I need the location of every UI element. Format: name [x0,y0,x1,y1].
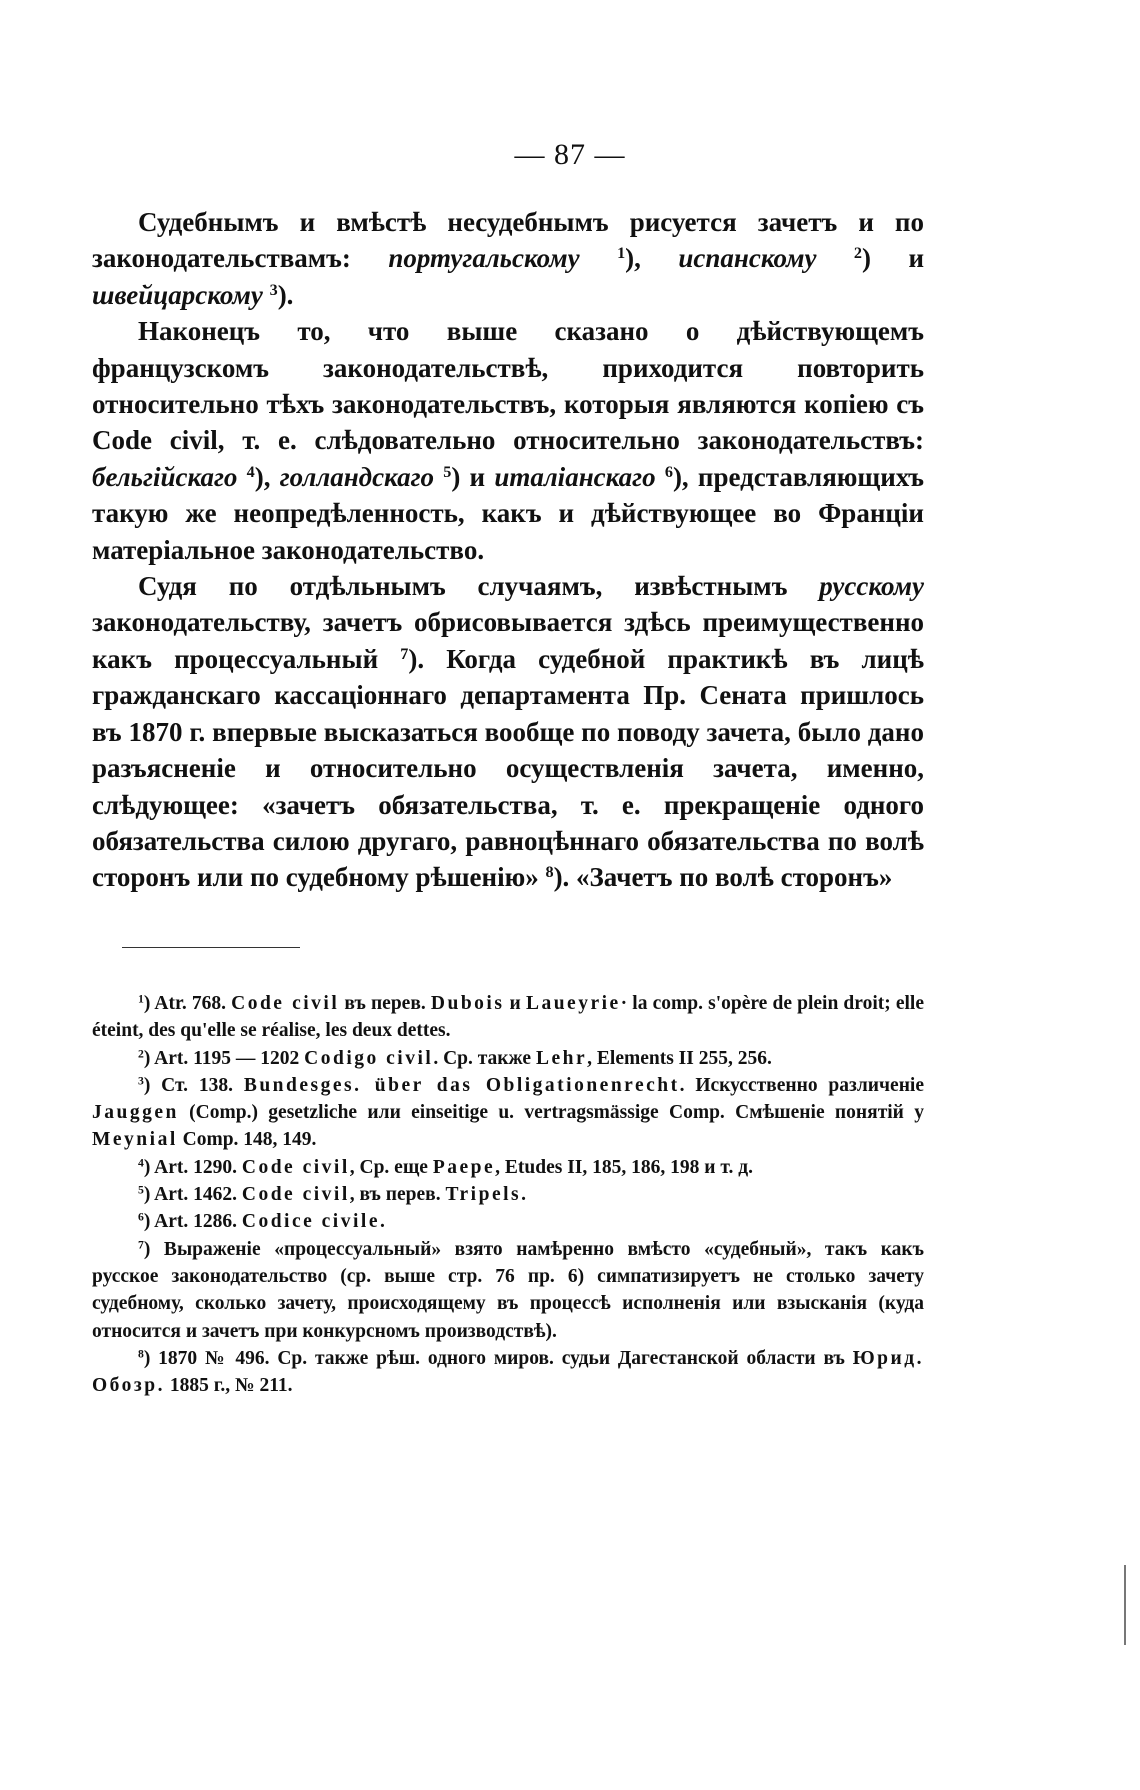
footnote-7 [92,1236,924,1345]
text-run: ) Art. 1195 — 1202 [143,1047,305,1069]
footnote-ref: 6 [664,462,673,481]
text-run: Наконецъ то, что выше сказано о дѣйствующемъ французскомъ законодательствѣ, приходится повторить относительно тѣхъ законодательствъ, которыя являются копiею съ Code civil, т. е. слѣдовательно относительно законодательствъ: [92,316,924,456]
text-run: , Ср. еще [349,1156,433,1178]
italic-term: швейцарскому [92,279,263,310]
text-run: , въ перев. [349,1184,446,1206]
italic-term: бельгiйскаго [92,461,238,492]
footnote-ref: 4 [246,462,255,481]
text-run: ). «Зачетъ по волѣ сторонъ» [553,862,893,893]
footnote-marker: 4 [138,1156,144,1170]
italic-term: русскому [819,571,924,602]
spaced-term: Lehr [535,1047,588,1069]
spaced-term: Code civil [231,993,340,1014]
spaced-term: Laueyrie [525,993,621,1014]
spaced-term: Code civil [241,1184,350,1206]
text-run: . Искусственно различенiе [679,1074,924,1096]
footnote-marker: 5 [138,1183,144,1197]
text-run: (Comp.) gesetzliche или einseitige u. vertragsmässige Comp. Смѣшенiе понятiй у [178,1102,924,1124]
spaced-term: Paepe [432,1156,496,1178]
italic-term: испанскому [678,243,817,274]
text-run: , Elements II 255, 256. [587,1047,772,1069]
paragraph-3 [92,568,924,896]
text-run: въ перев. [339,993,431,1014]
text-run: ), представляющихъ такую же неопредѣленность, какъ и дѣйствующее во Францiи матерiальное законодательство. [92,461,924,565]
text-run: . [521,1184,526,1206]
footnote-2 [92,1045,924,1072]
footnote-marker: 3 [138,1074,144,1088]
text-run: ), [254,461,280,492]
text-run: Comp. 148, 149. [177,1129,317,1151]
spaced-term: Dubois [430,993,505,1014]
text-run: ) Ст. 138. [143,1074,244,1096]
spaced-term: Tripels [445,1184,522,1206]
text-run: , Etudes II, 185, 186, 198 и т. д. [495,1156,753,1178]
footnote-marker: 8 [138,1347,144,1361]
footnote-ref: 3 [269,280,278,299]
italic-term: италiанскаго [494,461,656,492]
footnote-8 [92,1345,924,1400]
footnotes [92,990,924,1399]
text-run: . [379,1211,385,1233]
text-run: ). Когда судебной практикѣ въ лицѣ гражданскаго кассацiоннаго департамента Пр. Сената пришлось въ 1870 г. впервые высказаться вообще по поводу зачета, было дано разъясненiе и относительно осуществленiя зачета, именно, слѣдующее: «зачетъ обязательства, т. е. прекращенiе одного обязательства силою другаго, равноцѣннаго обязательства по волѣ сторонъ или по судебному рѣшенiю» [92,643,924,893]
footnote-6 [92,1208,924,1235]
text-run: законодательству, зачетъ обрисовывается здѣсь преимущественно какъ процессуальный [92,607,924,674]
text-run: ) Art. 1286. [143,1211,242,1233]
text-run: ) и [451,461,495,492]
spaced-term: Jauggen [92,1102,179,1124]
spaced-term: Meynial [92,1129,178,1151]
italic-term: голландскаго [279,461,435,492]
text-run: ) Выраженiе «процессуальный» взято намѣренно вмѣсто «судебный», такъ какъ русское законодательство (ср. выше стр. 76 пр. 6) симпатизируетъ не столько зачету судебному, сколько зачету, происходящему въ процессѣ исполненiя или взысканiя (куда относится и зачетъ при конкурсномъ производствѣ). [92,1238,924,1342]
footnote-ref: 1 [617,244,626,263]
text-run: ) Atr. 768. [143,993,232,1014]
text-run: ). [277,279,294,310]
footnote-4 [92,1154,924,1181]
italic-term: португальскому [388,243,580,274]
spaced-term: Юрид. Обозр. [92,1347,924,1397]
spaced-term: Codice civile [241,1211,380,1233]
text-run: . Ср. также [433,1047,536,1069]
footnote-ref: 5 [443,462,452,481]
text-run: ) Art. 1290. [143,1156,242,1178]
footnote-divider [122,947,300,948]
text-run: · la comp. s'opère de plein droit; elle éteint, des qu'elle se réalise, les deux dettes. [92,993,925,1042]
text-run: и [504,993,526,1014]
text-run: Судебнымъ и вмѣстѣ несудебнымъ рисуется зачетъ и по законодательствамъ: [92,207,924,274]
spaced-term: Codigo civil [304,1047,434,1069]
footnote-marker: 6 [138,1210,144,1224]
footnote-3 [92,1072,924,1154]
paragraph-1 [92,204,924,313]
page-number: — 87 — [514,138,626,171]
footnote-5 [92,1181,924,1208]
footnote-1 [92,990,924,1045]
text-run: Судя по отдѣльнымъ случаямъ, извѣстнымъ [138,571,820,602]
footnote-ref: 7 [400,644,409,663]
footnote-ref: 2 [853,244,863,263]
scan-edge-mark [1124,1565,1126,1645]
spaced-term: Bundesges. über das Obligationenrecht [243,1074,680,1096]
footnote-marker: 1 [138,992,144,1006]
paragraph-2 [92,313,924,568]
text-run: ) 1870 № 496. Ср. также рѣш. одного миров. судьи Дагестанской области въ [143,1347,853,1369]
main-text [92,204,924,896]
text-run: ), [625,243,679,274]
text-run: 1885 г., № 211. [164,1375,293,1397]
footnote-marker: 7 [138,1238,144,1252]
footnote-ref: 8 [545,863,554,882]
text-run: ) Art. 1462. [143,1184,242,1206]
spaced-term: Code civil [241,1156,350,1178]
text-run: ) и [862,243,925,274]
footnote-marker: 2 [138,1047,144,1061]
